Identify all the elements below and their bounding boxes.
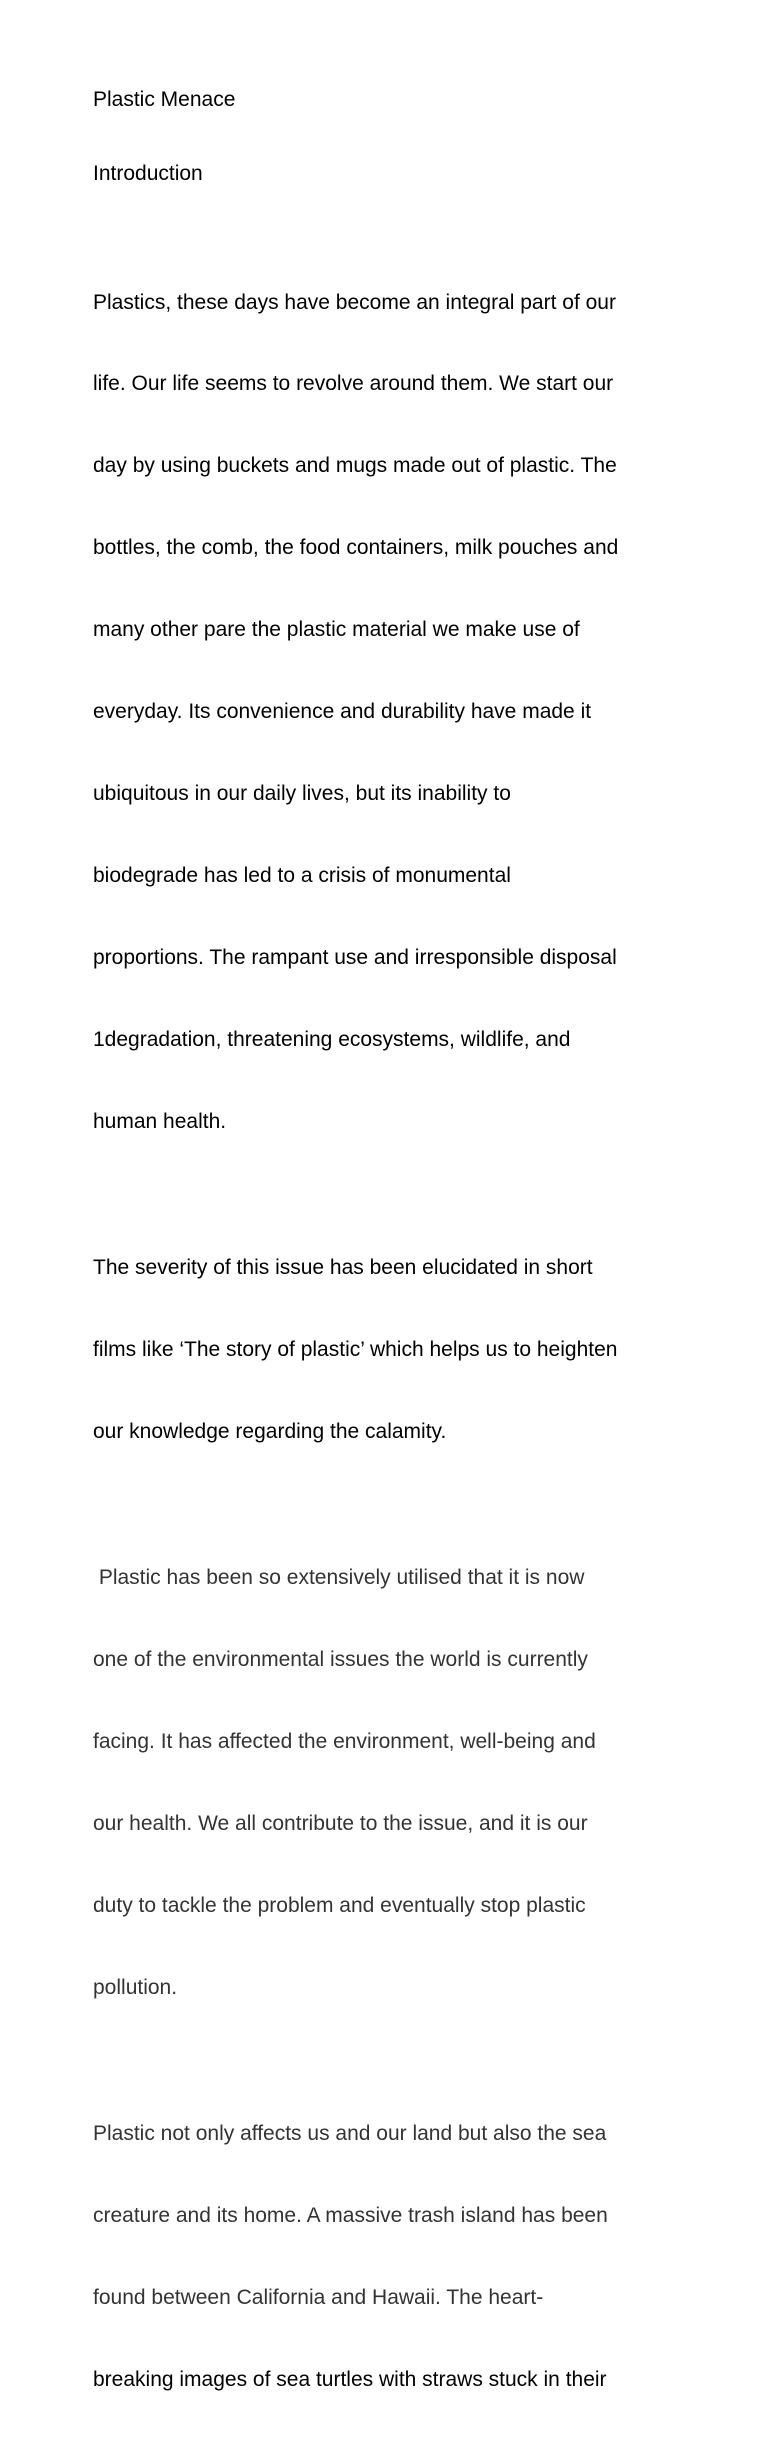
text-line: 1degradation, threatening ecosystems, wildlife, and [93,1027,571,1051]
text-line: biodegrade has led to a crisis of monumental [93,863,511,887]
paragraph-3 [93,1510,693,2056]
text-line: pollution. [93,1975,178,1999]
text-line: our health. We all contribute to the issue, and it is our [93,1811,588,1835]
text-line: films like ‘The story of plastic’ which helps us to heighten [93,1337,618,1361]
text-line: many other pare the plastic material we make use of [93,618,580,642]
document-title: Plastic Menace [93,88,236,111]
paragraph-2 [93,1199,693,1499]
text-line: Plastic has been so extensively utilised that it is now [93,1566,585,1590]
text-line: life. Our life seems to revolve around them. We start our [93,372,614,396]
text-line: found between California and Hawaii. The heart- [93,2285,544,2309]
text-line: our knowledge regarding the calamity. [93,1419,447,1443]
section-heading: Introduction [93,162,203,185]
text-line: duty to tackle the problem and eventually stop plastic [93,1893,586,1917]
text-line: facing. It has affected the environment, well-being and [93,1730,596,1754]
text-line: ubiquitous in our daily lives, but its inability to [93,781,511,805]
text-line: breaking images of sea turtles with straws stuck in their [93,2367,607,2391]
paragraph-4 [93,2066,693,2448]
text-line: one of the environmental issues the world is currently [93,1648,588,1672]
text-line: creature and its home. A massive trash island has been [93,2204,608,2228]
text-line: bottles, the comb, the food containers, milk pouches and [93,536,619,560]
paragraph-1 [93,234,693,1189]
text-line: Plastic not only affects us and our land but also the sea [93,2122,607,2146]
text-line: The severity of this issue has been elucidated in short [93,1255,593,1279]
text-line: Plastics, these days have become an integral part of our [93,290,616,314]
text-line: everyday. Its convenience and durability have made it [93,700,592,724]
text-line: human health. [93,1109,227,1133]
text-line: day by using buckets and mugs made out of plastic. The [93,454,617,478]
text-line: proportions. The rampant use and irresponsible disposal [93,945,617,969]
document-body [93,234,693,2458]
